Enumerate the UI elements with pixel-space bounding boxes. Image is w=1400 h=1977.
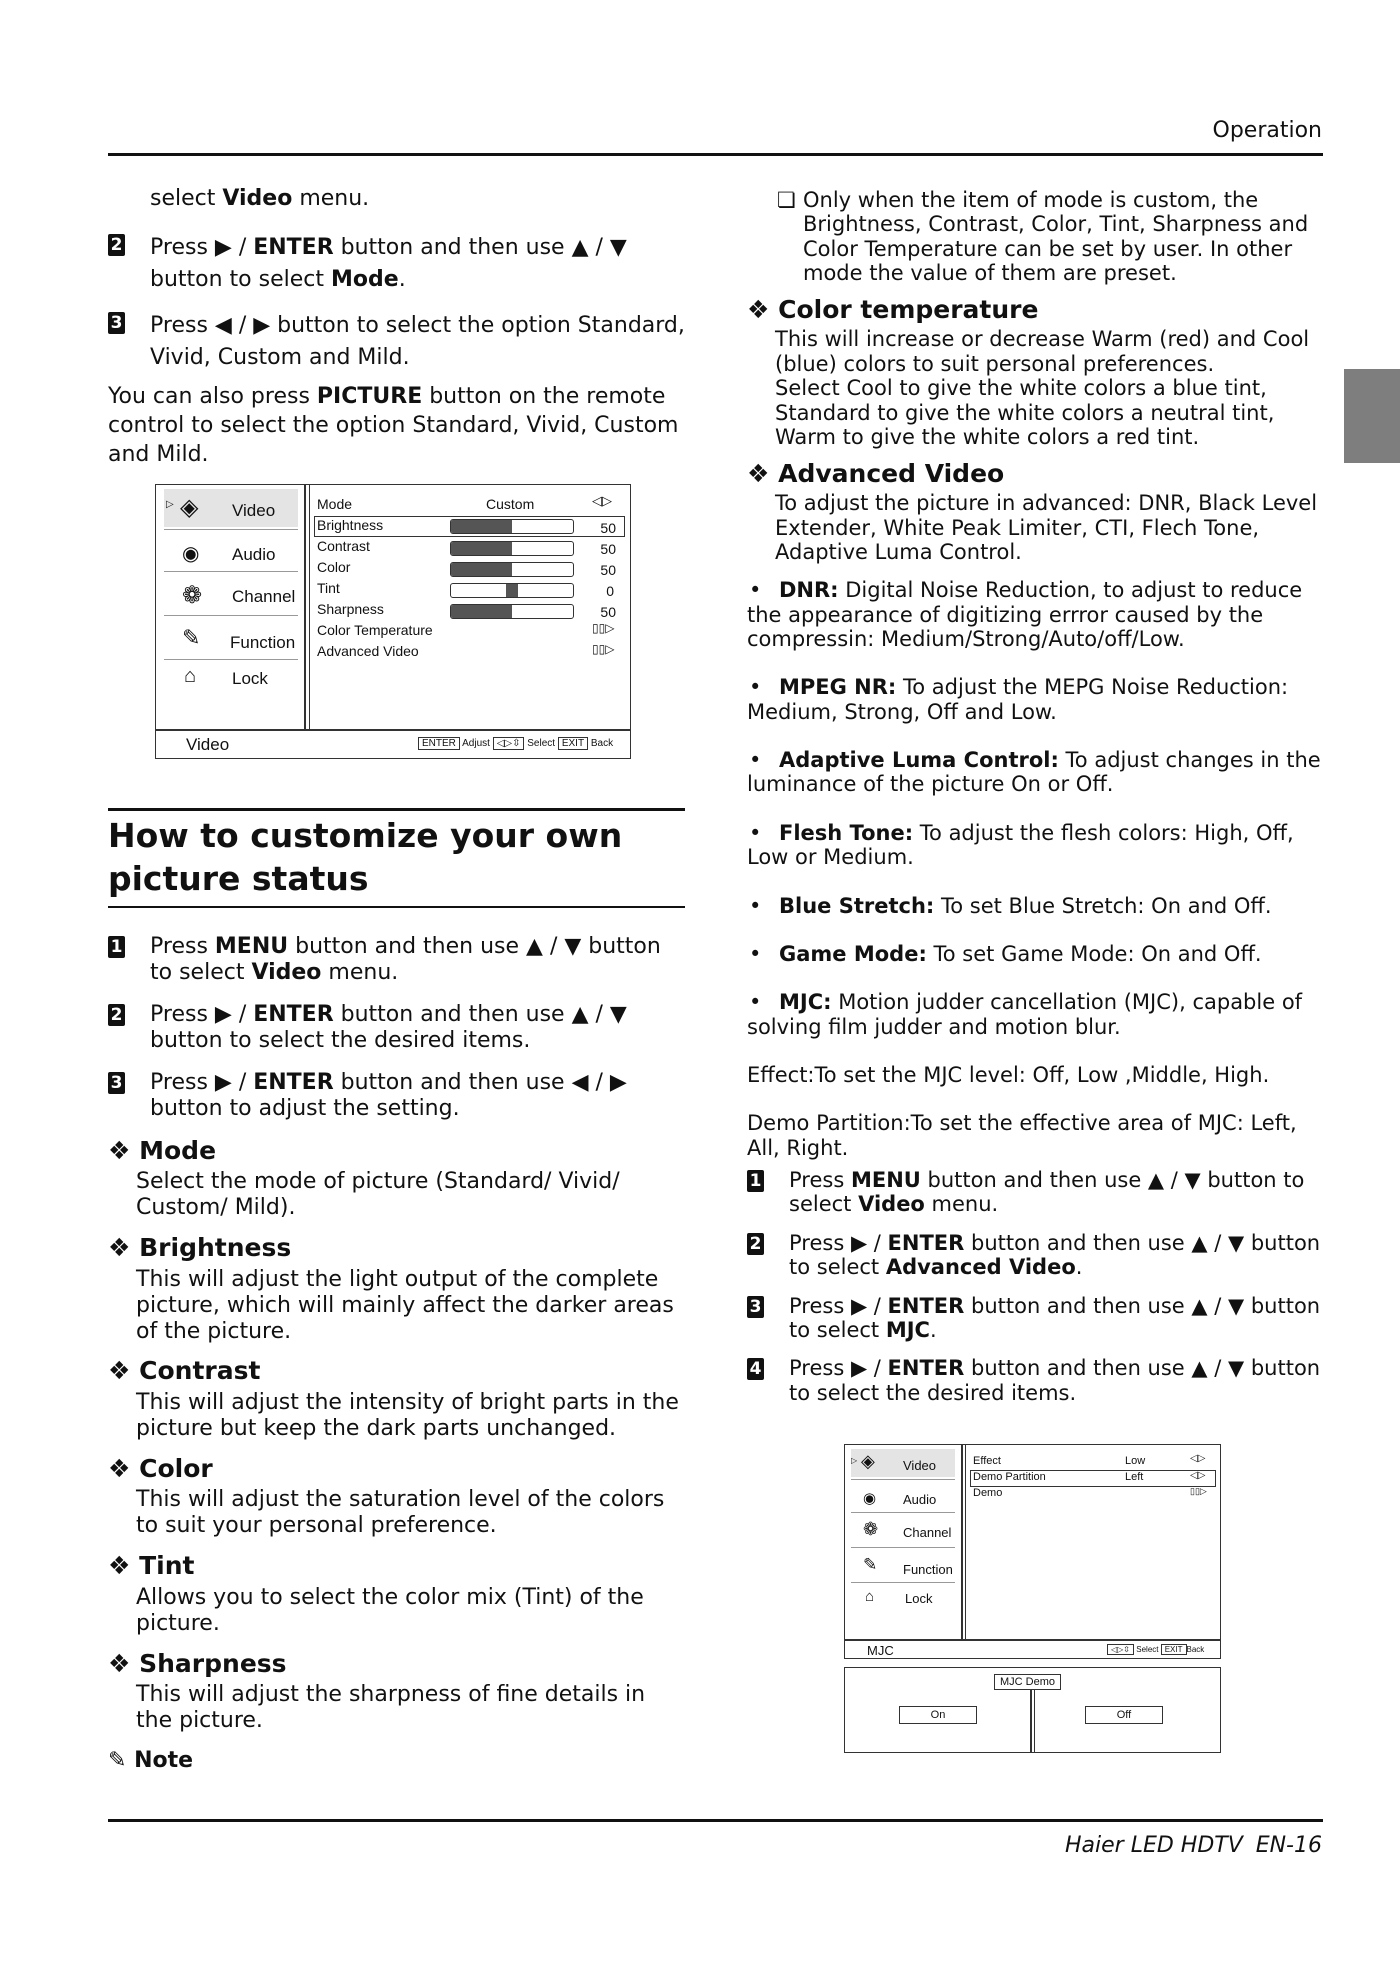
bullet-flesh-tone: • Flesh Tone: To adjust the flesh colors: High, Off, Low or Medium. [747,820,1294,870]
left-right-icon: ◁▷ [1190,1470,1206,1481]
menu-row-color[interactable]: Color [317,559,351,575]
step-a-2: 2 Press ▶ / ENTER button and then use ▲ / ▼ button to select Mode. [108,232,688,296]
menu-arrow-icon: ▷ [166,499,174,510]
checkbox-bullet-icon: ❏ [777,188,796,212]
video-icon: ◈ [180,494,199,521]
menu-side-function[interactable]: Function [230,633,296,652]
submenu-arrow-icon: ▯▯▷ [592,621,615,635]
menu-footer-title: Video [186,735,230,754]
step-r-3: 3 Press ▶ / ENTER button and then use ▲ / ▼ button to select MJC. [747,1294,1325,1343]
menu-footer-keys: ENTER Adjust ◁▷⇳ Select EXIT Back [418,738,613,749]
menu2-row-demo[interactable]: Demo [973,1487,1003,1499]
subsection-tint: ❖ Tint Allows you to select the color mix (Tint) of the picture. [108,1551,644,1636]
step-b-3: 3 Press ▶ / ENTER button and then use ◀ / ▶ button to adjust the setting. [108,1070,688,1122]
menu2-value-effect: Low [1125,1455,1146,1467]
diamond-bullet-icon: ❖ [747,295,779,325]
color-bar-fill [451,563,512,576]
menu-row-brightness[interactable]: Brightness [317,517,384,533]
mjc-demo-title: MJC Demo [994,1674,1061,1690]
lock-icon: ⌂ [184,665,197,687]
bullet-mjc: • MJC: Motion judder cancellation (MJC), capable of solving film judder and motion blur. [747,990,1303,1039]
diamond-bullet-icon: ❖ [108,1551,140,1581]
subsection-brightness: ❖ Brightness This will adjust the light output of the complete picture, which will mainly affect the darker areas of the picture. [108,1233,674,1344]
mjc-demo-on-button[interactable]: On [899,1706,977,1724]
diamond-bullet-icon: ❖ [747,459,779,489]
intro-line: select Video menu. [150,186,370,211]
side-tab-marker [1344,369,1400,463]
menu-side-audio[interactable]: Audio [232,545,276,564]
footer-product: Haier LED HDTV [1065,1833,1243,1858]
brightness-bar[interactable] [450,519,574,534]
menu-value-tint: 0 [606,583,614,599]
menu-value-color: 50 [600,562,616,578]
menu-arrow-icon: ▷ [851,1456,858,1465]
audio-icon: ◉ [863,1490,877,1507]
bullet-adaptive-luma: • Adaptive Luma Control: To adjust changes in the luminance of the picture On or Off. [747,748,1321,797]
brightness-bar-fill [451,520,512,533]
bullet-dot-icon: • [749,675,762,700]
menu2-footer-keys: ◁▷⇳ Select EXIT Back [1107,1645,1204,1654]
bullet-mpeg-nr: • MPEG NR: To adjust the MEPG Noise Reduction: Medium, Strong, Off and Low. [747,675,1289,724]
lock-icon: ⌂ [865,1588,875,1605]
mjc-demo-screen [844,1667,1221,1753]
section-title: How to customize your own picture status [108,816,623,898]
contrast-bar[interactable] [450,541,574,556]
channel-icon: ❁ [182,582,203,609]
menu2-footer-title: MJC [867,1643,894,1658]
subsection-sharpness: ❖ Sharpness This will adjust the sharpness of fine details in the picture. [108,1648,646,1734]
bullet-dnr: • DNR: Digital Noise Reduction, to adjust to reduce the appearance of digitizing errror caused by the compressin: Medium/Strong/Auto/off/Low. [747,578,1303,652]
bullet-dot-icon: • [749,893,762,918]
pencil-icon: ✎ [108,1748,127,1774]
demo-partition-text: Demo Partition:To set the effective area of MJC: Left, All, Right. [747,1111,1297,1160]
video-icon: ◈ [861,1451,875,1471]
menu-row-tint[interactable]: Tint [317,580,340,596]
step-a-3: 3 Press ◀ / ▶ button to select the option Standard, Vivid, Custom and Mild. [108,310,688,374]
subsection-advanced-video: ❖ Advanced Video To adjust the picture in advanced: DNR, Black Level Extender, White Peak Limiter, CTI, Flech Tone, Adaptive Luma Control. [747,459,1318,564]
bullet-blue-stretch: • Blue Stretch: To set Blue Stretch: On and Off. [749,893,1272,918]
step-r-2: 2 Press ▶ / ENTER button and then use ▲ / ▼ button to select Advanced Video. [747,1231,1325,1280]
mjc-demo-off-button[interactable]: Off [1085,1706,1163,1724]
subsection-color: ❖ Color This will adjust the saturation level of the colors to suit your personal preference. [108,1453,665,1539]
video-menu-screen [155,484,631,759]
nav-arrows-icon: ◁▷⇳ [1107,1644,1134,1655]
tint-bar-tick [506,583,518,598]
submenu-arrow-icon: ▯▯▷ [1190,1486,1207,1496]
diamond-bullet-icon: ❖ [108,1356,140,1386]
menu2-side-video[interactable]: Video [903,1458,937,1473]
tint-bar[interactable] [450,583,574,598]
function-icon: ✎ [182,625,201,650]
submenu-arrow-icon: ▯▯▷ [592,642,615,656]
menu2-row-effect[interactable]: Effect [973,1455,1001,1467]
bullet-game-mode: • Game Mode: To set Game Mode: On and Off. [749,941,1262,966]
picture-note: You can also press PICTURE button on the remote control to select the option Standard, Vivid, Custom and Mild. [108,383,679,467]
step-b-2: 2 Press ▶ / ENTER button and then use ▲ / ▼ button to select the desired items. [108,1002,688,1054]
diamond-bullet-icon: ❖ [108,1648,140,1678]
header-section: Operation [1212,118,1322,143]
footer-page-number: EN-16 [1255,1833,1322,1858]
custom-note: ❏ Only when the item of mode is custom, the Brightness, Contrast, Color, Tint, Sharpness and Color Temperature can be set by user. In other mode the value of them are preset. [777,188,1309,286]
menu-value-contrast: 50 [600,541,616,557]
menu2-side-channel[interactable]: Channel [903,1525,952,1540]
bullet-dot-icon: • [749,941,762,966]
subsection-mode: ❖ Mode Select the mode of picture (Standard/ Vivid/ Custom/ Mild). [108,1135,620,1221]
channel-icon: ❁ [863,1519,879,1539]
bullet-dot-icon: • [749,820,762,845]
header-rule [108,153,1323,156]
menu-row-mode[interactable]: Mode [317,496,353,512]
menu-side-channel[interactable]: Channel [232,587,296,606]
effect-text: Effect:To set the MJC level: Off, Low ,Middle, High. [747,1062,1270,1087]
diamond-bullet-icon: ❖ [108,1453,140,1483]
left-right-icon: ◁▷ [1190,1453,1206,1464]
left-right-icon: ◁▷ [592,493,612,508]
color-bar[interactable] [450,562,574,577]
sharpness-bar[interactable] [450,604,574,619]
step-r-1: 1 Press MENU button and then use ▲ / ▼ button to select Video menu. [747,1168,1325,1217]
menu-value-mode: Custom [486,496,535,512]
diamond-bullet-icon: ❖ [108,1135,140,1165]
menu2-value-demo-partition: Left [1125,1471,1144,1483]
section-rule-top [108,808,685,811]
menu2-side-function[interactable]: Function [903,1562,953,1577]
contrast-bar-fill [451,542,512,555]
menu2-side-lock[interactable]: Lock [905,1591,933,1606]
menu-value-sharpness: 50 [600,604,616,620]
bullet-dot-icon: • [749,990,762,1015]
subsection-contrast: ❖ Contrast This will adjust the intensity of bright parts in the picture but keep the dark parts unchanged. [108,1356,679,1441]
menu-side-video[interactable]: Video [232,501,276,520]
bullet-dot-icon: • [749,578,762,603]
step-r-4: 4 Press ▶ / ENTER button and then use ▲ / ▼ button to select the desired items. [747,1356,1325,1405]
menu-row-advanced-video[interactable]: Advanced Video [317,643,419,659]
function-icon: ✎ [863,1555,878,1574]
diamond-bullet-icon: ❖ [108,1233,140,1263]
menu-side-lock[interactable]: Lock [232,669,268,688]
menu2-row-demo-partition[interactable]: Demo Partition [973,1471,1046,1483]
menu-row-color-temperature[interactable]: Color Temperature [317,622,433,638]
mjc-menu-screen [844,1444,1221,1659]
menu-value-brightness: 50 [600,520,616,536]
menu-row-sharpness[interactable]: Sharpness [317,601,384,617]
menu2-side-audio[interactable]: Audio [903,1492,937,1507]
nav-arrows-icon: ◁▷⇳ [493,737,525,750]
menu-row-contrast[interactable]: Contrast [317,538,370,554]
bullet-dot-icon: • [749,748,762,773]
footer-rule [108,1819,1323,1822]
note-heading: ✎ Note [108,1748,194,1774]
sharpness-bar-fill [451,605,512,618]
section-rule-bottom [108,906,685,908]
audio-icon: ◉ [182,543,200,565]
subsection-color-temperature: ❖ Color temperature This will increase or decrease Warm (red) and Cool (blue) colors to suit personal preferences. Select Cool to give the white colors a blue tint, Standard to give the white colors a neutral tint, Warm to give the white colors a red tint. [747,295,1310,449]
step-b-1: 1 Press MENU button and then use ▲ / ▼ button to select Video menu. [108,934,688,986]
